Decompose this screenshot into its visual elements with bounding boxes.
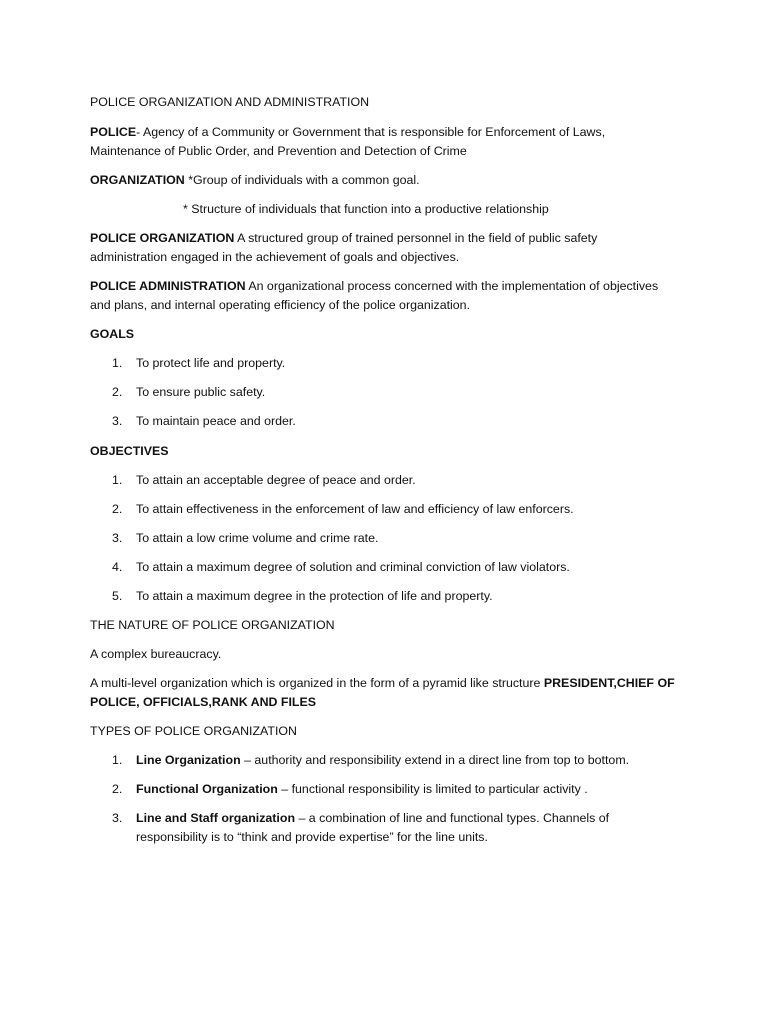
list-number: 1. xyxy=(112,473,123,487)
list-number: 2. xyxy=(112,502,123,516)
organization-definition-line1 xyxy=(90,171,672,190)
objectives-heading: OBJECTIVES xyxy=(90,444,169,458)
list-number: 3. xyxy=(112,811,123,825)
goals-heading: GOALS xyxy=(90,327,135,341)
list-text: To maintain peace and order. xyxy=(136,414,296,428)
list-text xyxy=(136,780,588,799)
nature-line2 xyxy=(90,674,675,693)
list-number: 1. xyxy=(112,356,123,370)
police-organization-definition-line1 xyxy=(90,229,672,248)
list-text: To attain a low crime volume and crime rate. xyxy=(136,531,379,545)
police-administration-definition-text: An organizational process concerned with the implementation of objectives xyxy=(245,279,659,293)
police-administration-definition-line1 xyxy=(90,277,672,296)
list-number: 3. xyxy=(112,414,123,428)
document-title: POLICE ORGANIZATION AND ADMINISTRATION xyxy=(90,95,370,109)
police-definition-line1 xyxy=(90,123,672,142)
type-term: Line and Staff organization xyxy=(136,811,296,825)
organization-definition-text: *Group of individuals with a common goal. xyxy=(184,173,420,187)
list-text xyxy=(136,809,609,828)
list-text: To attain effectiveness in the enforcement of law and efficiency of law enforcers. xyxy=(136,502,574,516)
police-administration-term: POLICE ADMINISTRATION xyxy=(90,279,246,293)
list-number: 4. xyxy=(112,560,123,574)
type-term: Functional Organization xyxy=(136,782,278,796)
list-text: To ensure public safety. xyxy=(136,385,266,399)
police-organization-term: POLICE ORGANIZATION xyxy=(90,231,235,245)
nature-line2-emphasis: PRESIDENT,CHIEF OF xyxy=(543,676,675,690)
type-description-line2: responsibility is to “think and provide expertise” for the line units. xyxy=(136,830,488,844)
list-number: 5. xyxy=(112,589,123,603)
police-definition-line2: Maintenance of Public Order, and Prevention and Detection of Crime xyxy=(90,144,467,158)
list-number: 2. xyxy=(112,782,123,796)
list-text: To attain a maximum degree in the protection of life and property. xyxy=(136,589,493,603)
organization-term: ORGANIZATION xyxy=(90,173,185,187)
list-number: 2. xyxy=(112,385,123,399)
list-number: 3. xyxy=(112,531,123,545)
police-definition-text: - Agency of a Community or Government that is responsible for Enforcement of Laws, xyxy=(136,125,606,139)
list-number: 1. xyxy=(112,753,123,767)
type-description: – authority and responsibility extend in a direct line from top to bottom. xyxy=(240,753,630,767)
organization-definition-line2: * Structure of individuals that function into a productive relationship xyxy=(183,202,549,216)
nature-line2-text: A multi-level organization which is organized in the form of a pyramid like structure xyxy=(90,676,544,690)
police-administration-definition-line2: and plans, and internal operating efficiency of the police organization. xyxy=(90,298,471,312)
type-description: – a combination of line and functional types. Channels of xyxy=(295,811,610,825)
list-text: To attain a maximum degree of solution and criminal conviction of law violators. xyxy=(136,560,570,574)
list-text xyxy=(136,751,629,770)
police-term: POLICE xyxy=(90,125,137,139)
type-description: – functional responsibility is limited to particular activity . xyxy=(277,782,588,796)
police-organization-definition-line2: administration engaged in the achievement of goals and objectives. xyxy=(90,250,460,264)
list-text: To attain an acceptable degree of peace and order. xyxy=(136,473,416,487)
list-text: To protect life and property. xyxy=(136,356,286,370)
nature-line1: A complex bureaucracy. xyxy=(90,647,222,661)
nature-heading: THE NATURE OF POLICE ORGANIZATION xyxy=(90,618,335,632)
nature-line3: POLICE, OFFICIALS,RANK AND FILES xyxy=(90,695,317,709)
type-term: Line Organization xyxy=(136,753,241,767)
police-organization-definition-text: A structured group of trained personnel in the field of public safety xyxy=(234,231,598,245)
types-heading: TYPES OF POLICE ORGANIZATION xyxy=(90,724,297,738)
